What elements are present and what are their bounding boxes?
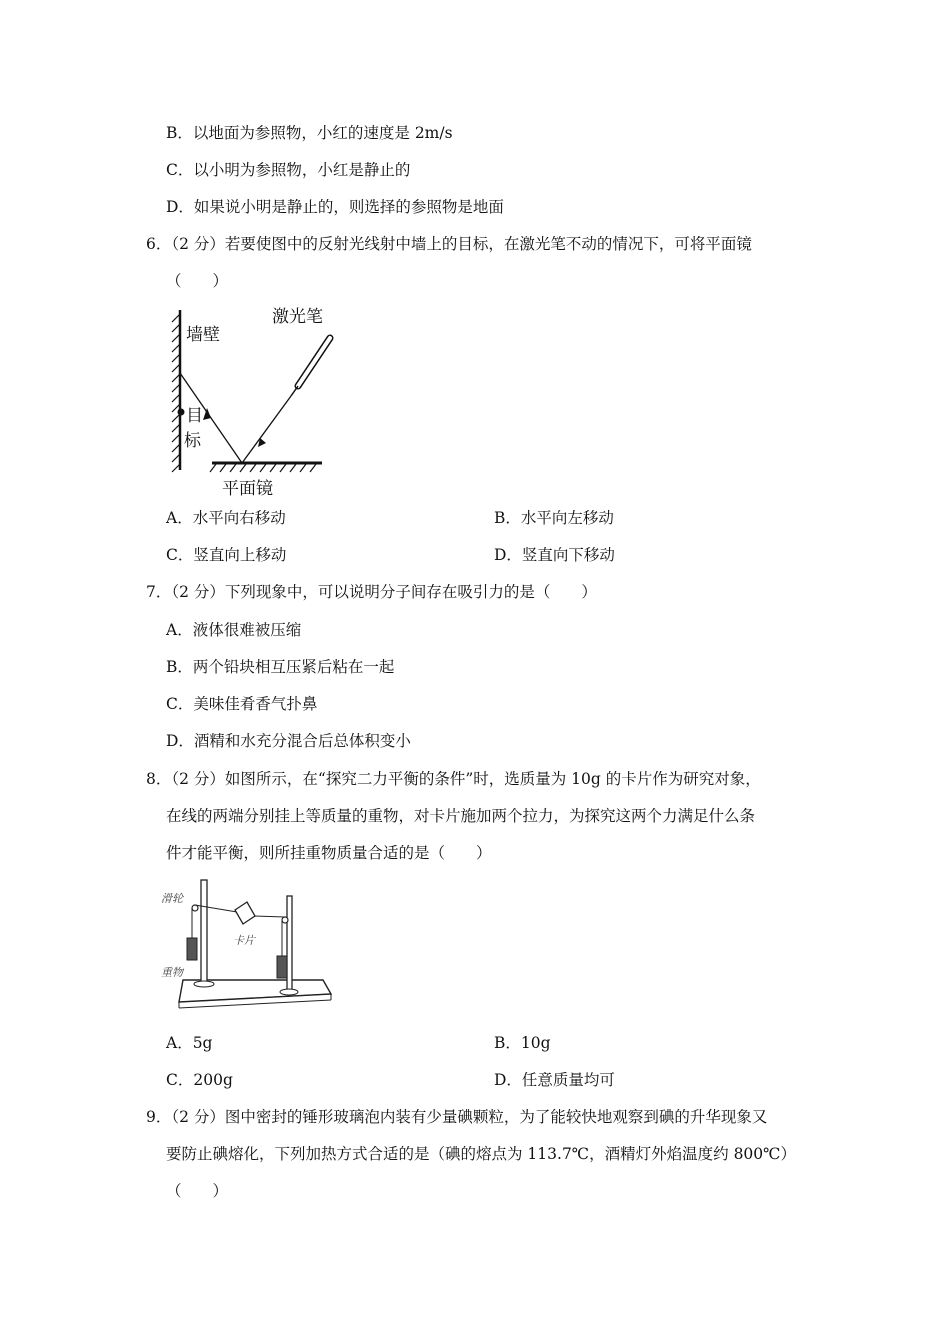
q7-option-d: D．酒精和水充分混合后总体积变小 xyxy=(166,732,411,750)
target-label-2: 标 xyxy=(184,431,201,451)
q6-option-d: D．竖直向下移动 xyxy=(494,546,615,564)
q8-option-a: A．5g xyxy=(166,1034,213,1052)
incident-ray xyxy=(242,396,291,463)
q5-option-d: D．如果说小明是静止的，则选择的参照物是地面 xyxy=(166,198,504,216)
q8-balance-figure xyxy=(155,872,335,1022)
card-label: 卡片 xyxy=(233,934,255,947)
weight-label: 重物 xyxy=(161,966,183,979)
left-stand xyxy=(201,880,207,984)
q5-option-c: C．以小明为参照物，小红是静止的 xyxy=(166,161,411,179)
wall-label: 墙壁 xyxy=(186,325,220,345)
q6-option-b: B．水平向左移动 xyxy=(494,509,614,527)
laser-label: 激光笔 xyxy=(272,307,323,327)
q8-option-c: C．200g xyxy=(166,1071,233,1089)
q6-mirror-figure xyxy=(160,300,340,500)
q7-option-b: B．两个铅块相互压紧后粘在一起 xyxy=(166,658,395,676)
pulley-label: 滑轮 xyxy=(161,892,183,905)
q9-stem-line-3: （ ） xyxy=(166,1182,229,1200)
reflected-arrow xyxy=(203,408,211,420)
laser-pen-icon xyxy=(291,338,330,396)
mirror-label: 平面镜 xyxy=(222,479,273,499)
target-dot xyxy=(178,409,185,416)
q8-stem-line-3: 件才能平衡，则所挂重物质量合适的是（ ） xyxy=(166,844,492,862)
q6-stem-line-2: （ ） xyxy=(166,272,229,290)
right-weight xyxy=(277,956,287,978)
q6-stem-line-1: 6．（2 分）若要使图中的反射光线射中墙上的目标，在激光笔不动的情况下，可将平面镜 xyxy=(146,235,752,253)
left-weight xyxy=(187,938,197,960)
right-pulley xyxy=(282,917,288,923)
mirror-hatching xyxy=(210,464,316,472)
q7-option-a: A．液体很难被压缩 xyxy=(166,621,302,639)
q8-stem-line-2: 在线的两端分别挂上等质量的重物，对卡片施加两个拉力，为探究这两个力满足什么条 xyxy=(166,807,756,825)
q5-option-b: B．以地面为参照物，小红的速度是 2m/s xyxy=(166,124,453,142)
q9-stem-line-2: 要防止碘熔化，下列加热方式合适的是（碘的熔点为 113.7℃，酒精灯外焰温度约 800℃） xyxy=(166,1145,796,1163)
q8-stem-line-1: 8．（2 分）如图所示，在“探究二力平衡的条件”时，选质量为 10g 的卡片作为研究对象， xyxy=(146,770,761,788)
q7-option-c: C．美味佳肴香气扑鼻 xyxy=(166,695,318,713)
target-label-1: 目 xyxy=(186,406,203,426)
q6-option-c: C．竖直向上移动 xyxy=(166,546,287,564)
q8-option-b: B．10g xyxy=(494,1034,551,1052)
q8-option-d: D．任意质量均可 xyxy=(494,1071,615,1089)
q9-stem-line-1: 9．（2 分）图中密封的锤形玻璃泡内装有少量碘颗粒，为了能较快地观察到碘的升华现象又 xyxy=(146,1108,768,1126)
right-stand xyxy=(287,896,292,992)
left-pulley xyxy=(192,905,198,911)
q6-option-a: A．水平向右移动 xyxy=(166,509,286,527)
q7-stem: 7．（2 分）下列现象中，可以说明分子间存在吸引力的是（ ） xyxy=(146,583,597,601)
card xyxy=(235,902,255,924)
